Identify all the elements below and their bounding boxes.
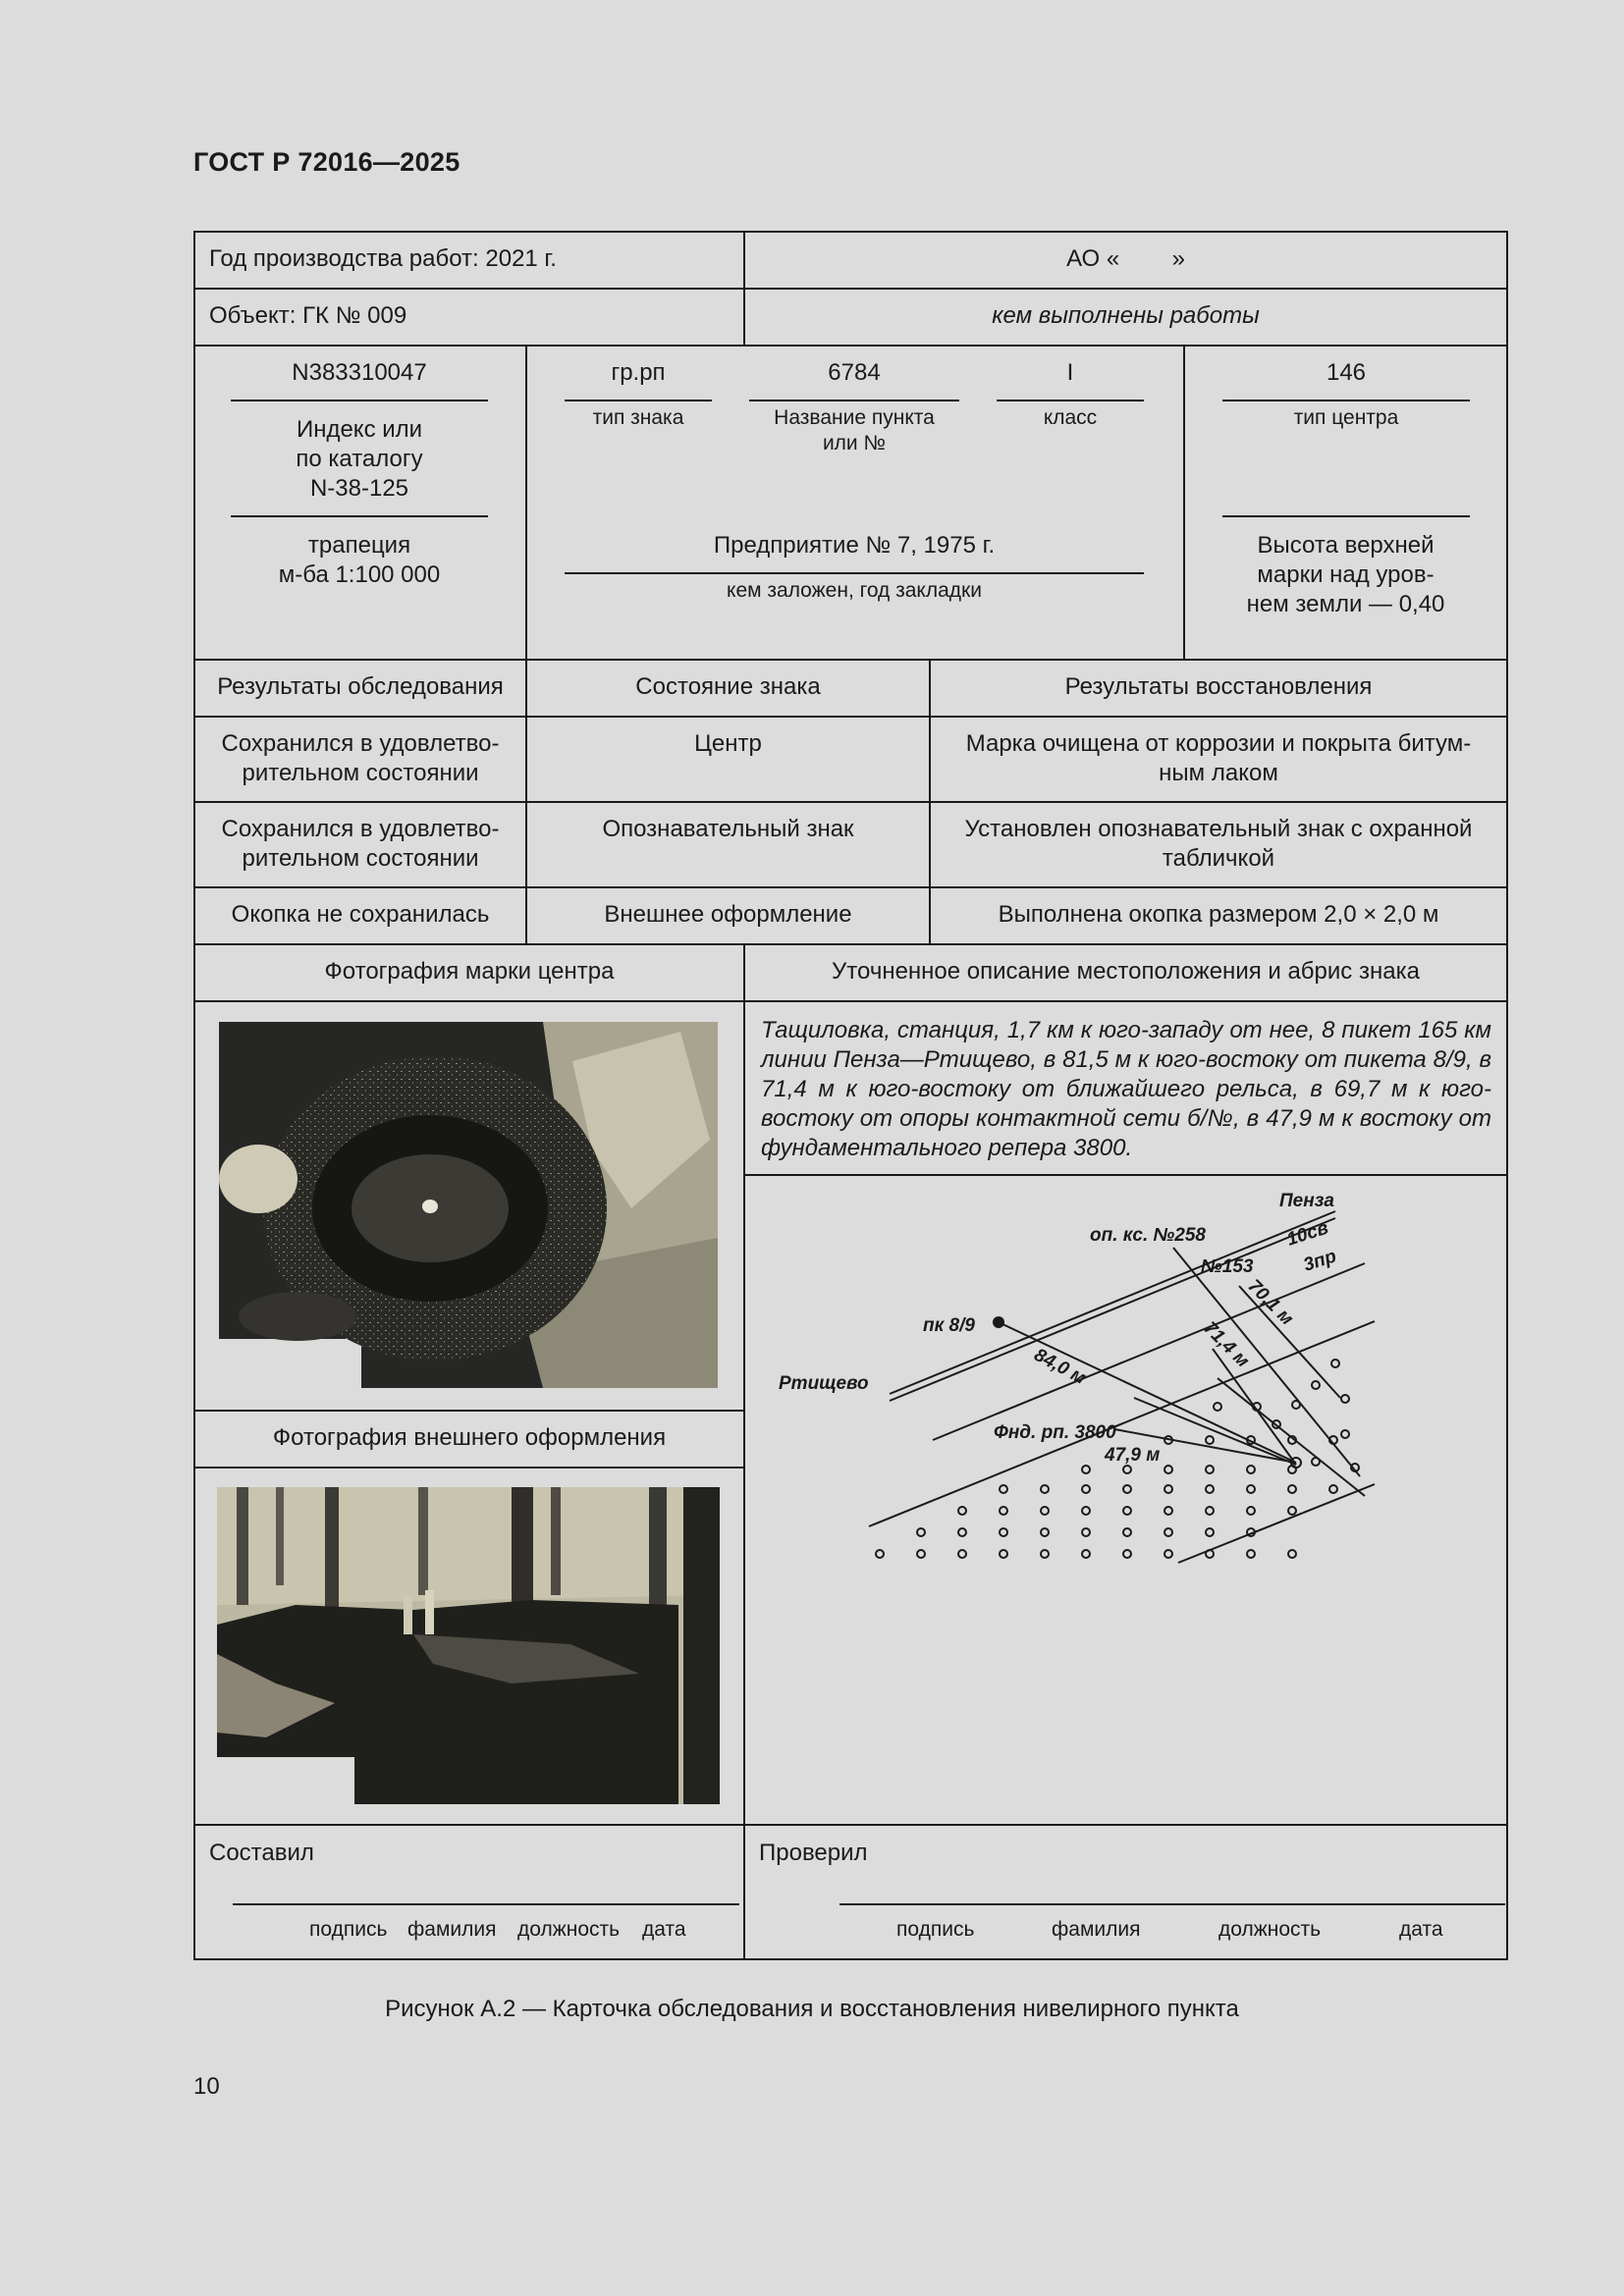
sign-right-position: должность — [1218, 1918, 1322, 1941]
center-type-label: тип центра — [1293, 406, 1399, 429]
trapeze-label: трапеция м-ба 1:100 000 — [278, 532, 441, 588]
point-name-label: Название пункта или № — [774, 406, 935, 454]
survey-card — [193, 231, 1508, 1960]
sign-right-signature: подпись — [896, 1918, 975, 1941]
center-type-value: 146 — [1326, 359, 1367, 386]
table-cell: Марка очищена от коррозии и покрыта битум- ным лаком — [965, 730, 1472, 786]
sign-left-surname: фамилия — [407, 1918, 497, 1941]
checked-label: Проверил — [759, 1840, 868, 1866]
sketch-label-rtish: Ртищево — [779, 1373, 869, 1394]
table-cell: Внешнее оформление — [604, 901, 852, 928]
sketch-label-track3: 3пр — [1301, 1246, 1339, 1276]
organization-field: АО « » — [1066, 245, 1185, 272]
page-number: 10 — [193, 2073, 220, 2100]
class-value: I — [1066, 359, 1074, 386]
sketch-label-d71: 71,4 м — [1199, 1317, 1254, 1372]
sketch-label-d70: 70,1 м — [1243, 1275, 1298, 1330]
performer-label: кем выполнены работы — [992, 302, 1260, 329]
location-description: Тащиловка, станция, 1,7 км к юго-западу от нее, 8 пикет 165 км линии Пенза—Ртищево, в 81,5 м к юго-востоку от пикета 8/9, в 71,4 м к юго-востоку от ближайшего рельса, в 69,7 м к юго-востоку от опоры контактной сети б/№, в 47,9 м к востоку от фундаментального репера 3800. — [761, 1017, 1491, 1161]
sketch-label-pole: оп. кс. №258 — [1090, 1225, 1206, 1246]
index-label: Индекс или по каталогу N-38-125 — [296, 416, 423, 502]
index-value: N383310047 — [292, 359, 427, 386]
location-title: Уточненное описание местоположения и абрис знака — [832, 958, 1420, 985]
sign-left-date: дата — [642, 1918, 686, 1941]
sketch-label-track10: 10св — [1284, 1217, 1331, 1251]
photo-outer-title: Фотография внешнего оформления — [272, 1424, 667, 1451]
results-header-restore: Результаты восстановления — [1064, 673, 1373, 700]
production-year: Год производства работ: 2021 г. — [209, 245, 557, 272]
center-mark-photo — [219, 1022, 718, 1388]
compiled-label: Составил — [209, 1840, 314, 1866]
sign-type-label: тип знака — [592, 406, 684, 429]
laid-by-label: кем заложен, год закладки — [727, 579, 982, 602]
sign-right-date: дата — [1399, 1918, 1443, 1941]
object-label: Объект: ГК № 009 — [209, 302, 407, 329]
table-cell: Установлен опознавательный знак с охранной табличкой — [964, 816, 1473, 872]
results-header-survey: Результаты обследования — [217, 673, 504, 700]
figure-caption: Рисунок А.2 — Карточка обследования и восстановления нивелирного пункта — [385, 1996, 1239, 2022]
sketch-label-d84: 84,0 м — [1030, 1344, 1090, 1389]
sketch-label-fund: Фнд. рп. 3800 — [994, 1422, 1116, 1443]
sign-left-position: должность — [517, 1918, 621, 1941]
table-cell: Выполнена окопка размером 2,0 × 2,0 м — [998, 901, 1439, 928]
sign-type-value: гр.рп — [611, 359, 666, 386]
sketch-label-d47: 47,9 м — [1105, 1445, 1161, 1466]
table-cell: Центр — [694, 730, 762, 757]
results-header-state: Состояние знака — [635, 673, 821, 700]
document-title: ГОСТ Р 72016—2025 — [193, 147, 460, 177]
sketch-label-n153: №153 — [1201, 1256, 1254, 1277]
sketch-label-pk: пк 8/9 — [923, 1315, 975, 1336]
point-name-value: 6784 — [828, 359, 881, 386]
laid-by-value: Предприятие № 7, 1975 г. — [713, 532, 996, 559]
table-cell: Окопка не сохранилась — [231, 901, 490, 928]
table-cell: Сохранился в удовлетво- рительном состоянии — [221, 816, 500, 872]
sign-right-surname: фамилия — [1052, 1918, 1141, 1941]
outer-design-photo — [217, 1487, 720, 1804]
table-cell: Сохранился в удовлетво- рительном состоянии — [221, 730, 500, 786]
table-cell: Опознавательный знак — [602, 816, 854, 842]
photo-center-title: Фотография марки центра — [324, 958, 615, 985]
sketch-label-penza: Пенза — [1279, 1191, 1334, 1211]
height-mark: Высота верхней марки над уров- нем земли — 0,40 — [1246, 532, 1445, 617]
location-sketch — [746, 1177, 1506, 1823]
sign-left-signature: подпись — [309, 1918, 388, 1941]
class-label: класс — [1043, 406, 1098, 429]
